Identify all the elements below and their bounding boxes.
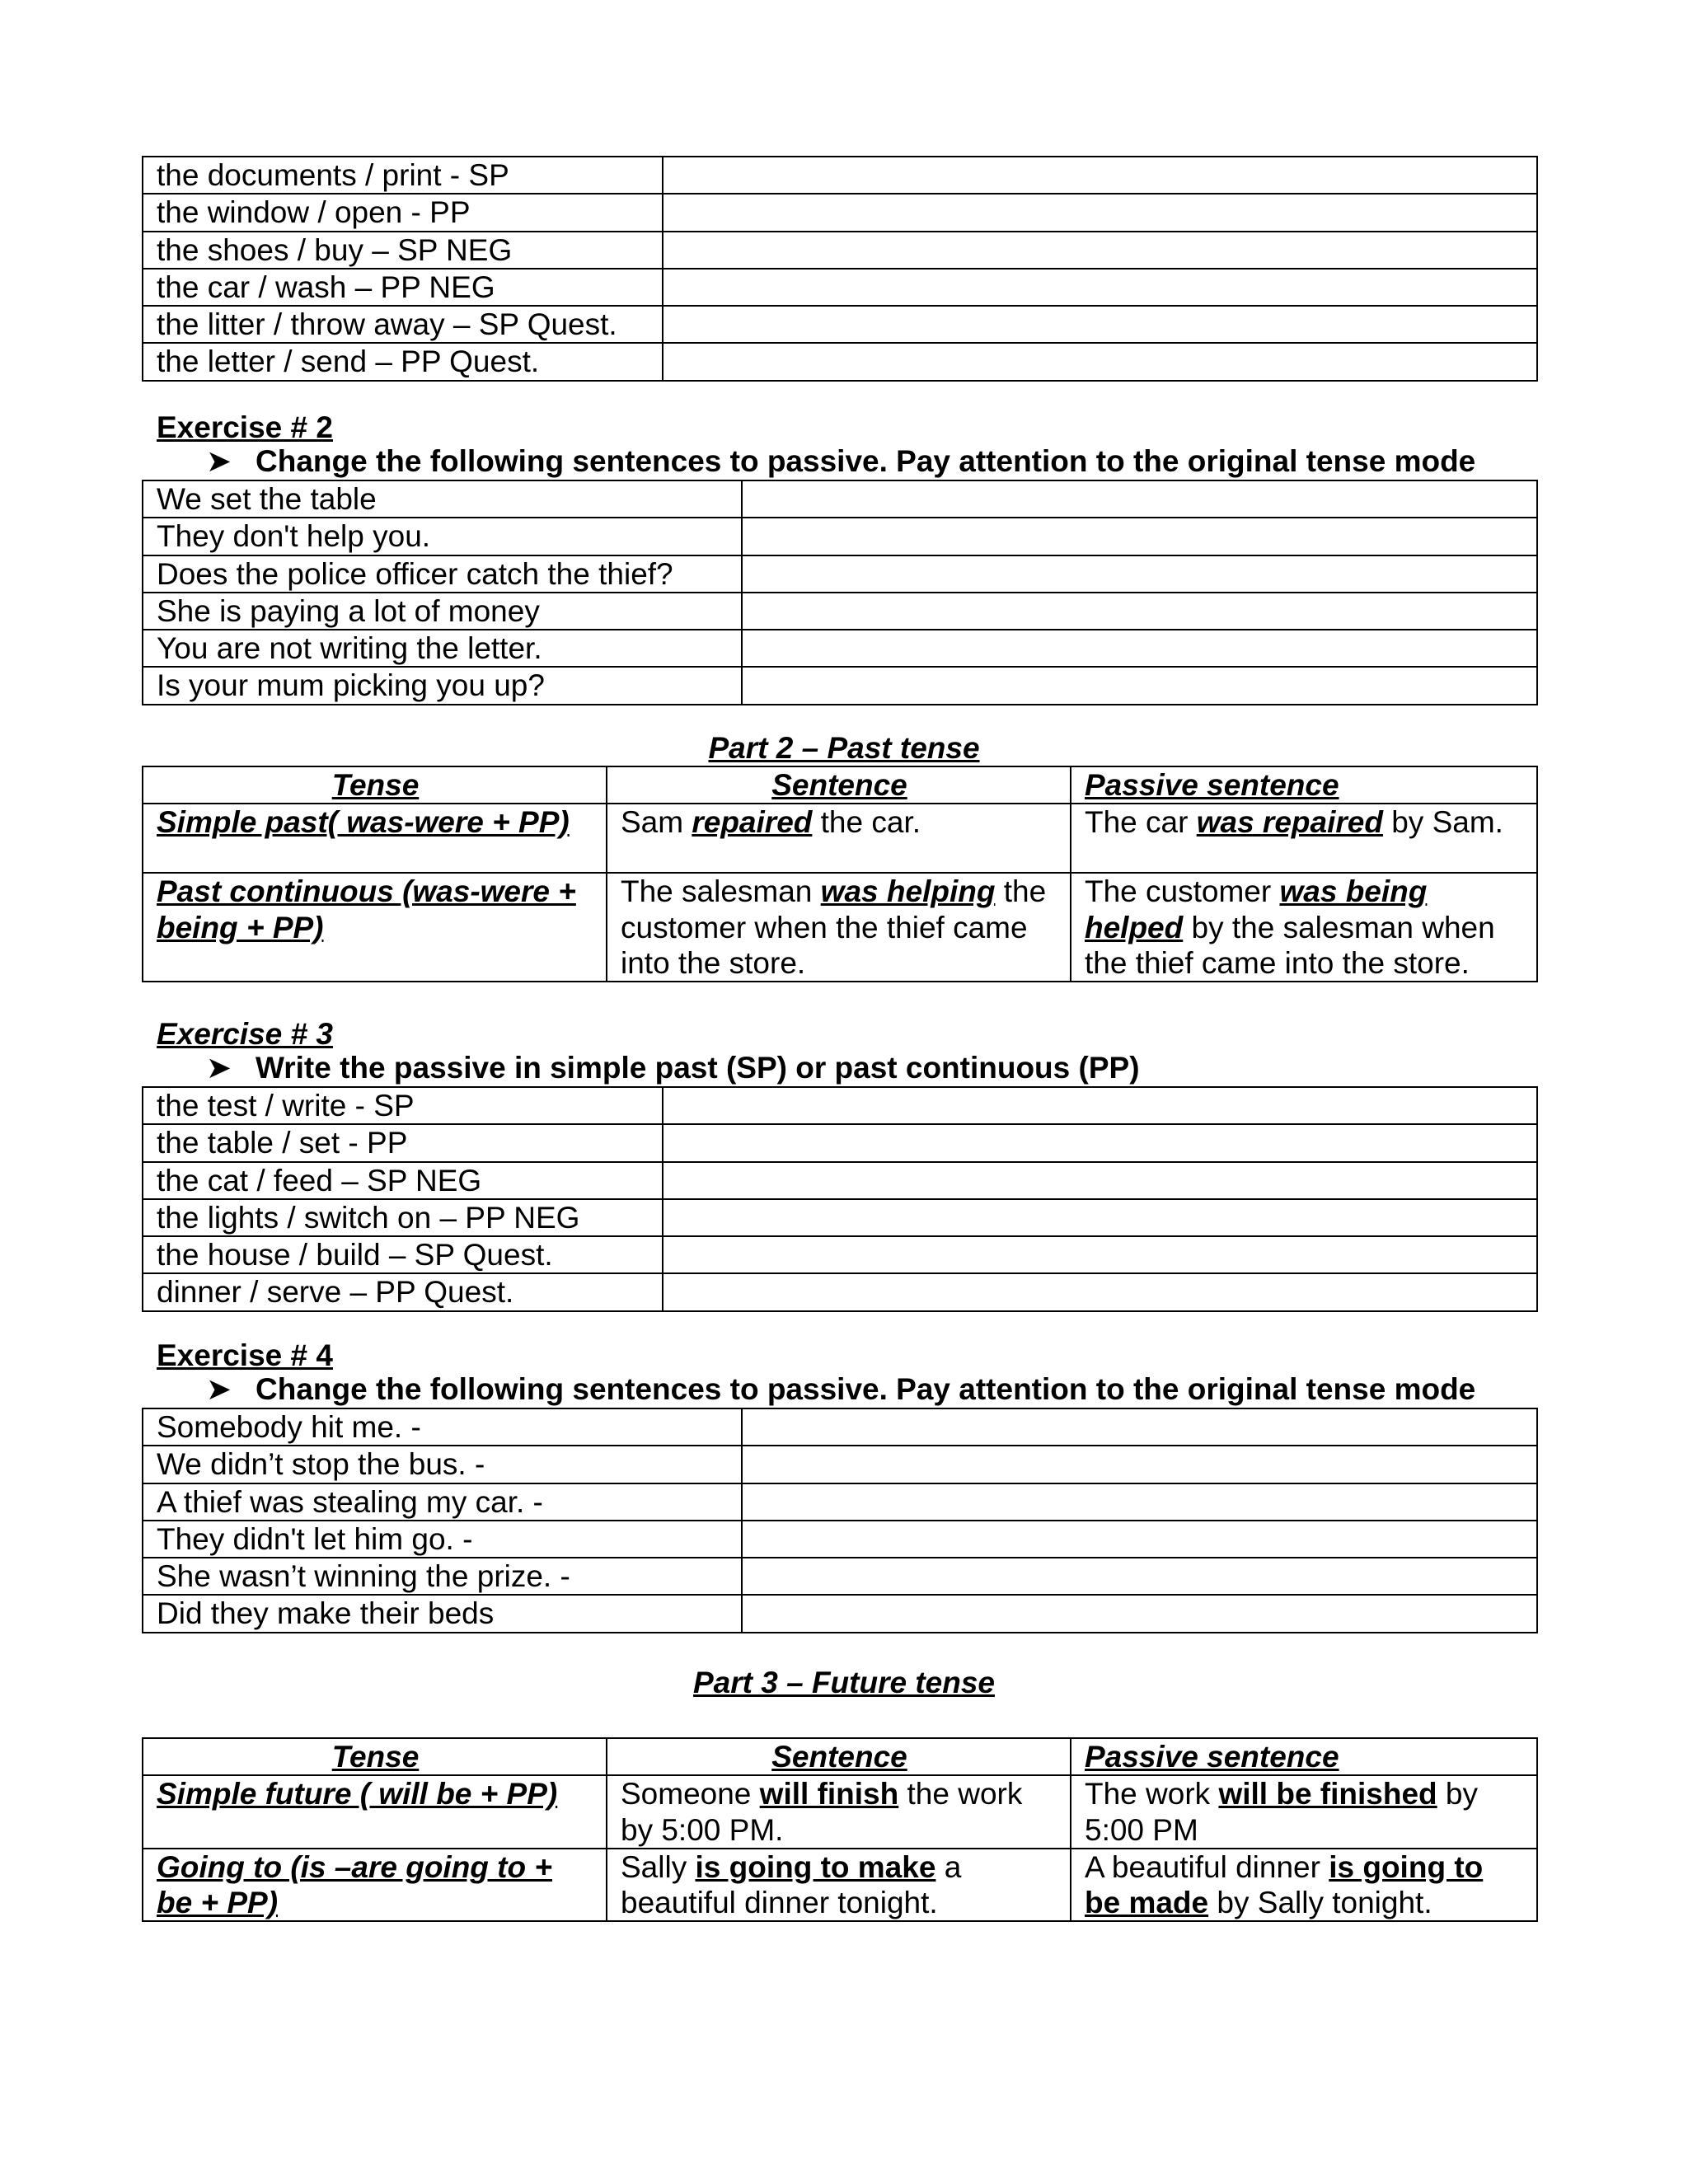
answer-cell[interactable]	[663, 232, 1537, 269]
table-row	[143, 269, 1537, 306]
sentence-cell: Sam repaired the car.	[607, 804, 1071, 873]
table-row	[143, 1595, 1537, 1632]
prompt-cell: the shoes / buy – SP NEG	[143, 232, 663, 269]
prompt-cell: Did they make their beds	[143, 1595, 742, 1632]
table-row	[143, 480, 1537, 518]
table-row	[143, 1408, 1537, 1446]
passive-cell: The customer was being helped by the salesman when the thief came into the store.	[1071, 873, 1537, 982]
part-3-title: Part 3 – Future tense	[692, 1666, 995, 1699]
prompt-cell: dinner / serve – PP Quest.	[143, 1273, 663, 1310]
instruction-text: Change the following sentences to passive. Pay attention to the original tense mode	[256, 1372, 1476, 1406]
answer-cell[interactable]	[663, 1236, 1537, 1273]
arrow-bullet-icon: ➤	[206, 1372, 232, 1406]
answer-cell[interactable]	[742, 1483, 1537, 1521]
table-row	[143, 1521, 1537, 1558]
arrow-bullet-icon: ➤	[206, 1051, 232, 1085]
header-sentence: Sentence	[607, 1738, 1071, 1775]
sentence-cell: Someone will finish the work by 5:00 PM.	[607, 1775, 1071, 1849]
table-row	[143, 593, 1537, 630]
table-row	[143, 157, 1537, 194]
header-tense: Tense	[143, 766, 607, 804]
table-row	[143, 1775, 1537, 1849]
part-2-table	[142, 766, 1538, 982]
prompt-cell: Somebody hit me. -	[143, 1408, 742, 1446]
header-passive: Passive sentence	[1071, 766, 1537, 804]
table-row	[143, 232, 1537, 269]
answer-cell[interactable]	[663, 1199, 1537, 1236]
table-row	[143, 667, 1537, 704]
table-row	[143, 518, 1537, 555]
passive-cell: The work will be finished by 5:00 PM	[1071, 1775, 1537, 1849]
exercise-2-table	[142, 480, 1538, 705]
prompt-cell: We didn’t stop the bus. -	[143, 1446, 742, 1483]
sentence-cell: The salesman was helping the customer when the thief came into the store.	[607, 873, 1071, 982]
prompt-cell: the documents / print - SP	[143, 157, 663, 194]
table-row	[143, 343, 1537, 380]
prompt-cell: the window / open - PP	[143, 194, 663, 231]
prompt-cell: She is paying a lot of money	[143, 593, 742, 630]
prompt-cell: They didn't let him go. -	[143, 1521, 742, 1558]
answer-cell[interactable]	[742, 1446, 1537, 1483]
prompt-cell: Is your mum picking you up?	[143, 667, 742, 704]
exercise-2-instruction	[206, 443, 1475, 479]
answer-cell[interactable]	[663, 1273, 1537, 1310]
tense-cell: Going to (is –are going to + be + PP)	[143, 1849, 607, 1922]
tense-cell: Past continuous (was-were + being + PP)	[143, 873, 607, 982]
answer-cell[interactable]	[663, 306, 1537, 343]
exercise-4-heading: Exercise # 4	[157, 1338, 333, 1372]
sentence-cell: Sally is going to make a beautiful dinner tonight.	[607, 1849, 1071, 1922]
answer-cell[interactable]	[663, 194, 1537, 231]
header-row	[143, 766, 1537, 804]
prompt-cell: the cat / feed – SP NEG	[143, 1162, 663, 1199]
table-row	[143, 1199, 1537, 1236]
prompt-cell: the table / set - PP	[143, 1124, 663, 1161]
answer-cell[interactable]	[742, 555, 1537, 593]
table-row	[143, 873, 1537, 982]
answer-cell[interactable]	[742, 1521, 1537, 1558]
exercise-4-instruction	[206, 1371, 1475, 1407]
header-sentence: Sentence	[607, 766, 1071, 804]
table-row	[143, 1849, 1537, 1922]
passive-cell: A beautiful dinner is going to be made by Sally tonight.	[1071, 1849, 1537, 1922]
prompt-cell: She wasn’t winning the prize. -	[143, 1558, 742, 1595]
answer-cell[interactable]	[663, 1162, 1537, 1199]
arrow-bullet-icon: ➤	[206, 444, 232, 478]
answer-cell[interactable]	[663, 157, 1537, 194]
table-row	[143, 306, 1537, 343]
prompt-cell: the letter / send – PP Quest.	[143, 343, 663, 380]
table-row	[143, 804, 1537, 873]
exercise-4-table	[142, 1408, 1538, 1633]
instruction-text: Change the following sentences to passive. Pay attention to the original tense mode	[256, 444, 1476, 478]
exercise-3-heading: Exercise # 3	[157, 1017, 333, 1051]
prompt-cell: A thief was stealing my car. -	[143, 1483, 742, 1521]
table-row	[143, 555, 1537, 593]
table-row	[143, 1162, 1537, 1199]
table-row	[143, 1273, 1537, 1310]
table-row	[143, 1236, 1537, 1273]
exercise-3-instruction	[206, 1050, 1140, 1085]
prompt-cell: the litter / throw away – SP Quest.	[143, 306, 663, 343]
answer-cell[interactable]	[663, 269, 1537, 306]
answer-cell[interactable]	[742, 630, 1537, 667]
prompt-cell: We set the table	[143, 480, 742, 518]
exercise-2-heading: Exercise # 2	[157, 410, 333, 444]
answer-cell[interactable]	[663, 1124, 1537, 1161]
answer-cell[interactable]	[742, 667, 1537, 704]
exercise-1-table	[142, 156, 1538, 382]
table-row	[143, 1483, 1537, 1521]
prompt-cell: They don't help you.	[143, 518, 742, 555]
tense-cell: Simple past( was-were + PP)	[143, 804, 607, 873]
prompt-cell: You are not writing the letter.	[143, 630, 742, 667]
answer-cell[interactable]	[742, 518, 1537, 555]
header-row	[143, 1738, 1537, 1775]
answer-cell[interactable]	[742, 593, 1537, 630]
table-row	[143, 1446, 1537, 1483]
answer-cell[interactable]	[742, 1408, 1537, 1446]
table-row	[143, 1558, 1537, 1595]
tense-cell: Simple future ( will be + PP)	[143, 1775, 607, 1849]
table-row	[143, 630, 1537, 667]
table-row	[143, 194, 1537, 231]
header-tense: Tense	[143, 1738, 607, 1775]
prompt-cell: the car / wash – PP NEG	[143, 269, 663, 306]
header-passive: Passive sentence	[1071, 1738, 1537, 1775]
answer-cell[interactable]	[742, 480, 1537, 518]
prompt-cell: Does the police officer catch the thief?	[143, 555, 742, 593]
answer-cell[interactable]	[663, 343, 1537, 380]
prompt-cell: the lights / switch on – PP NEG	[143, 1199, 663, 1236]
prompt-cell: the house / build – SP Quest.	[143, 1236, 663, 1273]
prompt-cell: the test / write - SP	[143, 1087, 663, 1124]
passive-cell: The car was repaired by Sam.	[1071, 804, 1537, 873]
part-2-title: Part 2 – Past tense	[708, 731, 980, 765]
part-3-table	[142, 1737, 1538, 1922]
answer-cell[interactable]	[663, 1087, 1537, 1124]
answer-cell[interactable]	[742, 1558, 1537, 1595]
exercise-3-table	[142, 1086, 1538, 1312]
answer-cell[interactable]	[742, 1595, 1537, 1632]
table-row	[143, 1124, 1537, 1161]
instruction-text: Write the passive in simple past (SP) or past continuous (PP)	[256, 1051, 1140, 1085]
table-row	[143, 1087, 1537, 1124]
